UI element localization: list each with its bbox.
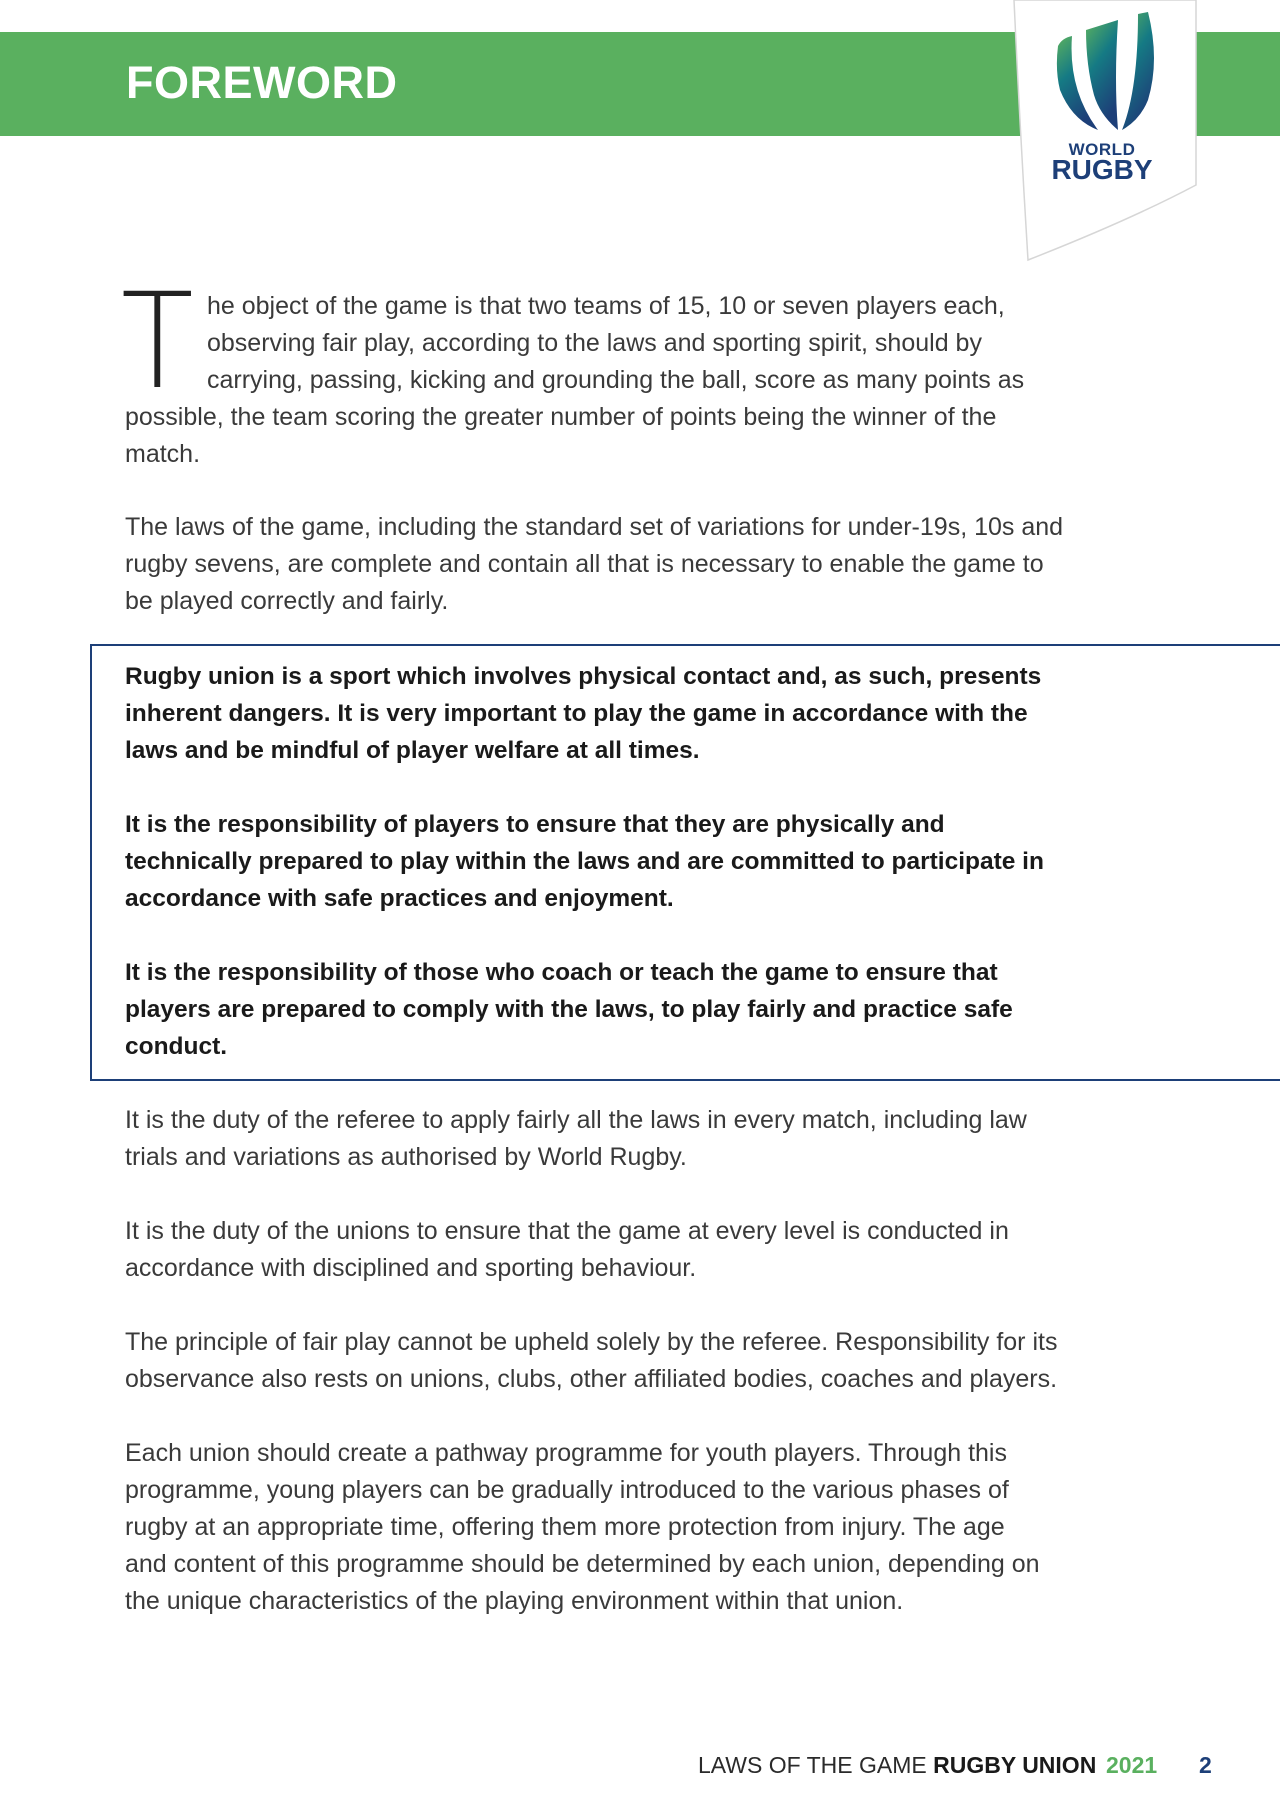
world-rugby-logo bbox=[1010, 0, 1210, 265]
footer-publication-title bbox=[698, 1748, 1096, 1782]
text-line: It is the duty of the unions to ensure that the game at every level is conducted in bbox=[125, 1217, 1009, 1245]
text-line: technically prepared to play within the laws and are committed to participate in bbox=[125, 848, 1044, 875]
text-line: he object of the game is that two teams of 15, 10 or seven players each, bbox=[207, 292, 1005, 320]
drop-cap: T bbox=[121, 265, 194, 419]
logo-word-world: WORLD bbox=[1068, 140, 1136, 159]
text-line: rugby at an appropriate time, offering them more protection from injury. The age bbox=[125, 1513, 1005, 1541]
text-line: rugby sevens, are complete and contain all that is necessary to enable the game to bbox=[125, 550, 1044, 578]
page-title: FOREWORD bbox=[126, 57, 398, 108]
text-line: the unique characteristics of the playing environment within that union. bbox=[125, 1587, 904, 1615]
text-line: Each union should create a pathway programme for youth players. Through this bbox=[125, 1439, 1007, 1467]
text-line: conduct. bbox=[125, 1033, 228, 1060]
text-line: observance also rests on unions, clubs, other affiliated bodies, coaches and players. bbox=[125, 1365, 1058, 1393]
paragraph-laws-complete bbox=[125, 509, 1063, 620]
notice-paragraph-players-responsibility bbox=[125, 806, 1044, 917]
text-line: Rugby union is a sport which involves physical contact and, as such, presents bbox=[125, 663, 1042, 690]
text-line: accordance with disciplined and sporting behaviour. bbox=[125, 1254, 697, 1282]
paragraph-youth-pathway bbox=[125, 1435, 1040, 1620]
text-line: players are prepared to comply with the laws, to play fairly and practice safe bbox=[125, 996, 1013, 1023]
text-line: inherent dangers. It is very important to play the game in accordance with the bbox=[125, 700, 1028, 727]
text-line: be played correctly and fairly. bbox=[125, 587, 449, 615]
text-line: match. bbox=[125, 440, 201, 468]
text-line: It is the responsibility of players to ensure that they are physically and bbox=[125, 811, 945, 838]
footer-laws-label: LAWS OF THE GAME bbox=[698, 1752, 927, 1778]
text-line: It is the duty of the referee to apply fairly all the laws in every match, including law bbox=[125, 1106, 1027, 1134]
logo-word-rugby: RUGBY bbox=[1051, 154, 1153, 185]
text-line: observing fair play, according to the laws and sporting spirit, should by bbox=[207, 329, 982, 357]
notice-paragraph-coaches-responsibility bbox=[125, 954, 1013, 1065]
text-line: accordance with safe practices and enjoyment. bbox=[125, 885, 674, 912]
notice-paragraph-physical-contact bbox=[125, 658, 1041, 769]
text-line: It is the responsibility of those who coach or teach the game to ensure that bbox=[125, 959, 998, 986]
paragraph-fair-play bbox=[125, 1324, 1057, 1398]
text-line: possible, the team scoring the greater number of points being the winner of the bbox=[125, 403, 997, 431]
page-footer bbox=[0, 1748, 1280, 1782]
page-number: 2 bbox=[1199, 1752, 1212, 1778]
text-line: The principle of fair play cannot be upheld solely by the referee. Responsibility for its bbox=[125, 1328, 1058, 1356]
paragraph-referee-duty bbox=[125, 1102, 1027, 1176]
text-line: trials and variations as authorised by World Rugby. bbox=[125, 1143, 687, 1171]
paragraph-object-of-game bbox=[125, 288, 1024, 473]
paragraph-unions-duty bbox=[125, 1213, 1009, 1287]
text-line: carrying, passing, kicking and grounding the ball, score as many points as bbox=[207, 366, 1025, 394]
text-line: laws and be mindful of player welfare at all times. bbox=[125, 737, 700, 764]
text-line: programme, young players can be gradually introduced to the various phases of bbox=[125, 1476, 1009, 1504]
footer-year: 2021 bbox=[1106, 1752, 1158, 1778]
text-line: The laws of the game, including the standard set of variations for under-19s, 10s and bbox=[125, 513, 1064, 541]
footer-rugby-union-label: RUGBY UNION bbox=[933, 1752, 1097, 1778]
text-line: and content of this programme should be determined by each union, depending on bbox=[125, 1550, 1040, 1578]
